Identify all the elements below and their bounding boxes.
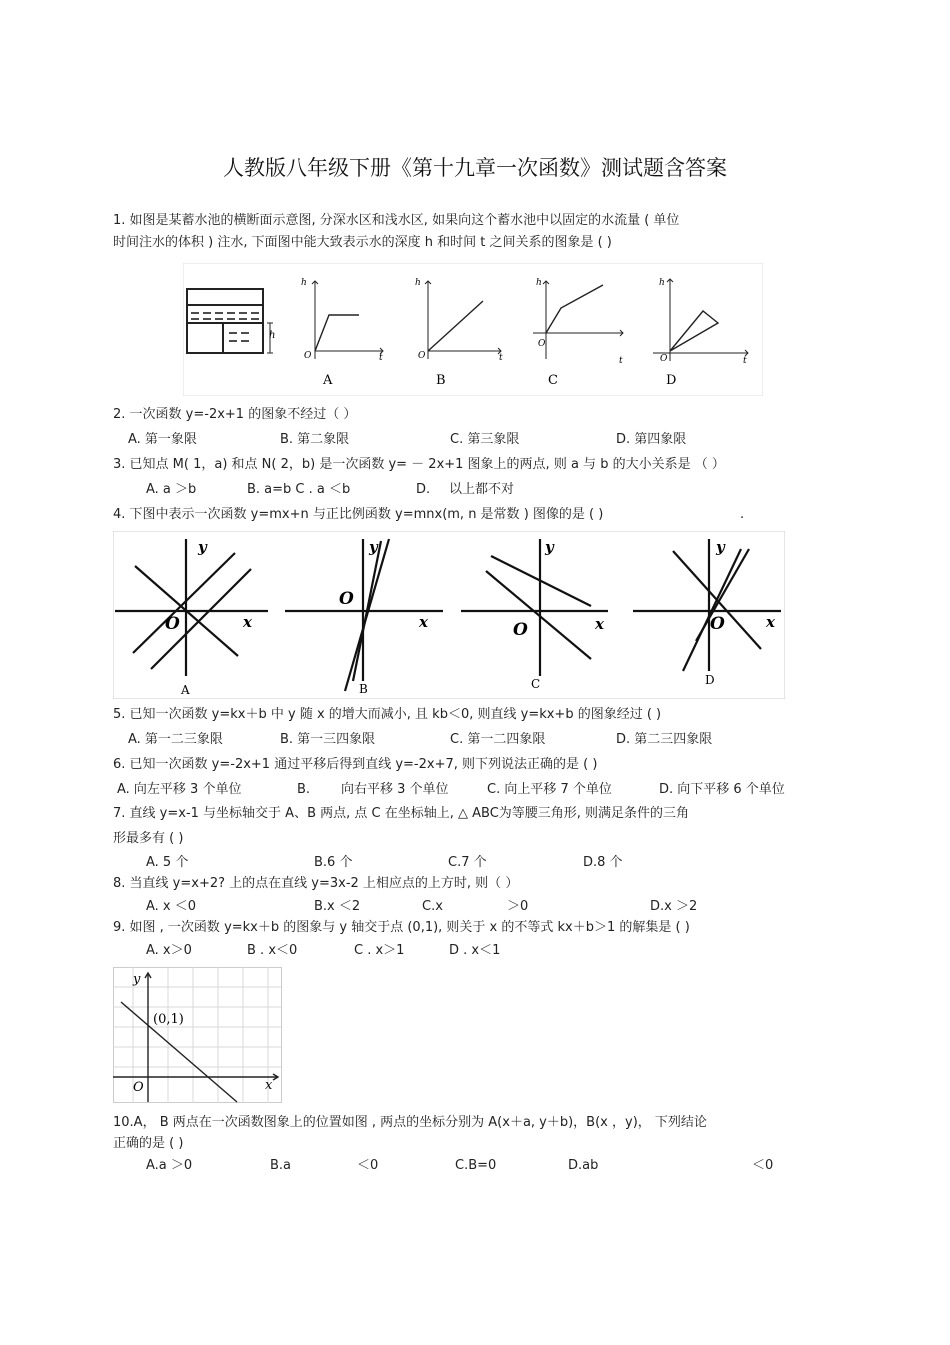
q9-figure xyxy=(113,967,283,1108)
q1-label-a: A xyxy=(323,373,333,388)
q10-option-c[interactable]: C.B=0 xyxy=(455,1158,497,1173)
q2-option-b[interactable]: B. 第二象限 xyxy=(280,432,350,447)
q5-option-c[interactable]: C. 第一二四象限 xyxy=(450,732,546,747)
q4-stem-dot: . xyxy=(740,507,745,522)
svg-text:O: O xyxy=(339,589,354,609)
q5-option-a[interactable]: A. 第一二三象限 xyxy=(128,732,223,747)
q4-stem: 4. 下图中表示一次函数 y=mx+n 与正比例函数 y=mnx(m, n 是常数 ) 图像的是 ( ) xyxy=(113,507,604,522)
q8-option-d[interactable]: D.x ＞2 xyxy=(650,899,698,914)
q4-figure-svg xyxy=(113,531,785,699)
q3-option-d-text: 以上都不对 xyxy=(449,482,515,497)
q5-option-d[interactable]: D. 第二三四象限 xyxy=(616,732,713,747)
q9-point-label: (0,1) xyxy=(153,1012,184,1027)
svg-text:O: O xyxy=(538,339,546,349)
q9-figure-svg xyxy=(113,967,283,1104)
q10-option-b[interactable]: B.a xyxy=(270,1158,292,1173)
q7-option-c[interactable]: C.7 个 xyxy=(448,855,487,870)
q9-option-c[interactable]: C . x＞1 xyxy=(354,943,405,958)
q4-label-d: D xyxy=(705,673,715,687)
q5-stem: 5. 已知一次函数 y=kx＋b 中 y 随 x 的增大而减小, 且 kb＜0, 则直线 y=kx+b 的图象经过 ( ) xyxy=(113,707,662,722)
q1-label-d: D xyxy=(666,373,677,388)
svg-text:y: y xyxy=(369,538,378,556)
svg-text:t: t xyxy=(743,356,747,366)
q2-option-c[interactable]: C. 第三象限 xyxy=(450,432,520,447)
q10-option-a[interactable]: A.a ＞0 xyxy=(146,1158,193,1173)
svg-text:O: O xyxy=(304,351,312,361)
svg-text:O: O xyxy=(710,614,725,634)
q8-stem: 8. 当直线 y=x+2? 上的点在直线 y=3x-2 上相应点的上方时, 则（ ） xyxy=(113,876,519,891)
pool-h-label: h xyxy=(269,330,276,341)
svg-text:y: y xyxy=(198,538,207,556)
svg-text:y: y xyxy=(716,538,725,556)
svg-text:h: h xyxy=(301,278,307,288)
svg-text:x: x xyxy=(265,1078,273,1093)
svg-text:y: y xyxy=(133,972,141,987)
q1-label-c: C xyxy=(548,373,558,388)
svg-text:t: t xyxy=(619,356,623,366)
page-title: 人教版八年级下册《第十九章一次函数》测试题含答案 xyxy=(223,156,727,180)
q1-label-b: B xyxy=(436,373,446,388)
q1-figure-svg xyxy=(183,263,763,396)
svg-text:h: h xyxy=(659,278,665,288)
q8-option-a[interactable]: A. x ＜0 xyxy=(146,899,197,914)
svg-text:O: O xyxy=(165,614,180,634)
q6-option-d[interactable]: D. 向下平移 6 个单位 xyxy=(659,782,785,797)
q4-label-b: B xyxy=(359,682,368,696)
svg-text:t: t xyxy=(499,353,503,363)
svg-text:h: h xyxy=(536,278,542,288)
svg-text:t: t xyxy=(379,353,383,363)
q2-option-a[interactable]: A. 第一象限 xyxy=(128,432,197,447)
q10-stem-line1: 10.A， B 两点在一次函数图象上的位置如图 , 两点的坐标分别为 A(x＋a, y＋b)，B(x ，y)， 下列结论 xyxy=(113,1115,707,1130)
q6-option-b-text: 向右平移 3 个单位 xyxy=(341,782,449,797)
q7-stem-line2: 形最多有 ( ) xyxy=(113,831,184,846)
q3-option-a[interactable]: A. a ＞b xyxy=(146,482,197,497)
q7-stem-line1: 7. 直线 y=x-1 与坐标轴交于 A、B 两点, 点 C 在坐标轴上, △ ABC为等腰三角形, 则满足条件的三角 xyxy=(113,806,690,821)
q7-option-d[interactable]: D.8 个 xyxy=(583,855,623,870)
q2-option-d[interactable]: D. 第四象限 xyxy=(616,432,687,447)
q8-option-c-value: ＞0 xyxy=(507,899,529,914)
q5-option-b[interactable]: B. 第一三四象限 xyxy=(280,732,376,747)
q2-stem: 2. 一次函数 y=-2x+1 的图象不经过（ ） xyxy=(113,407,357,422)
q6-option-c[interactable]: C. 向上平移 7 个单位 xyxy=(487,782,612,797)
svg-text:O: O xyxy=(660,354,668,364)
q4-figure xyxy=(113,531,785,703)
q7-option-b[interactable]: B.6 个 xyxy=(314,855,353,870)
q6-stem: 6. 已知一次函数 y=-2x+1 通过平移后得到直线 y=-2x+7, 则下列说法正确的是 ( ) xyxy=(113,757,598,772)
q9-option-b[interactable]: B . x＜0 xyxy=(247,943,298,958)
q3-stem: 3. 已知点 M( 1，a) 和点 N( 2，b) 是一次函数 y= － 2x+1 图象上的两点, 则 a 与 b 的大小关系是 （ ） xyxy=(113,457,725,472)
q1-figure xyxy=(183,263,763,400)
q10-option-d-value: ＜0 xyxy=(752,1158,774,1173)
q8-option-c[interactable]: C.x xyxy=(422,899,443,914)
q1-stem-line1: 1. 如图是某蓄水池的横断面示意图, 分深水区和浅水区, 如果向这个蓄水池中以固定的水流量 ( 单位 xyxy=(113,213,680,228)
q7-option-a[interactable]: A. 5 个 xyxy=(146,855,189,870)
svg-text:x: x xyxy=(419,613,428,631)
svg-text:x: x xyxy=(595,615,604,633)
q6-option-b[interactable]: B. xyxy=(297,782,311,797)
q10-option-b-value: ＜0 xyxy=(357,1158,379,1173)
svg-text:x: x xyxy=(243,613,252,631)
q6-option-a[interactable]: A. 向左平移 3 个单位 xyxy=(117,782,242,797)
svg-text:O: O xyxy=(418,351,426,361)
q10-stem-line2: 正确的是 ( ) xyxy=(113,1136,184,1151)
q9-option-d[interactable]: D . x＜1 xyxy=(449,943,501,958)
q4-label-a: A xyxy=(181,683,190,697)
q10-option-d[interactable]: D.ab xyxy=(568,1158,599,1173)
svg-text:O: O xyxy=(513,620,528,640)
q3-option-d[interactable]: D. xyxy=(416,482,431,497)
q4-label-c: C xyxy=(531,677,541,691)
q9-option-a[interactable]: A. x＞0 xyxy=(146,943,192,958)
q3-option-b-c[interactable]: B. a=b C . a ＜b xyxy=(247,482,351,497)
svg-text:y: y xyxy=(545,538,554,556)
svg-text:h: h xyxy=(415,278,421,288)
svg-text:x: x xyxy=(766,613,775,631)
q8-option-b[interactable]: B.x ＜2 xyxy=(314,899,361,914)
svg-text:O: O xyxy=(133,1080,144,1095)
q9-stem: 9. 如图 , 一次函数 y=kx＋b 的图象与 y 轴交于点 (0,1), 则关于 x 的不等式 kx＋b＞1 的解集是 ( ) xyxy=(113,920,690,935)
q1-stem-line2: 时间注水的体积 ) 注水, 下面图中能大致表示水的深度 h 和时间 t 之间关系的图象是 ( ) xyxy=(113,235,612,250)
